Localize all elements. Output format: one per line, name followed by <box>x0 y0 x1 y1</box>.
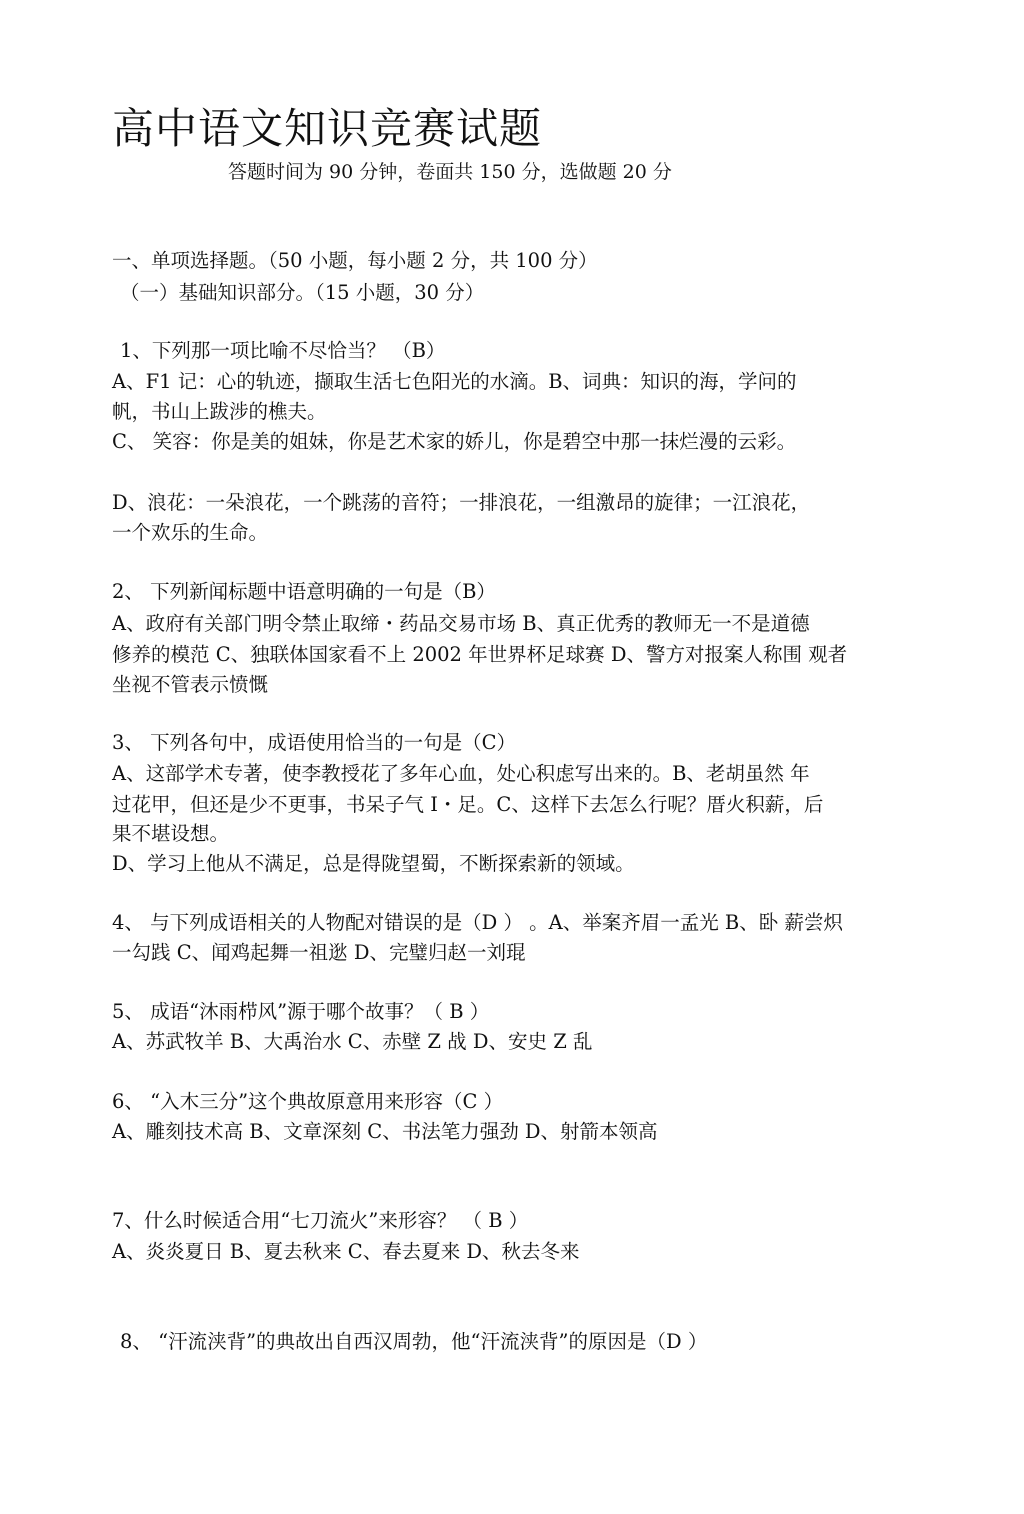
question-3-line: 果不堪设想。 <box>112 822 230 845</box>
question-1-line: 帆，书山上跋涉的樵夫。 <box>112 400 327 423</box>
question-1-line: D、浪花：一朵浪花，一个跳荡的音符；一排浪花，一组激昂的旋律；一江浪花， <box>112 491 811 514</box>
question-3-line: 过花甲，但还是少不更事，书呆子气 I・足。C、这样下去怎么行呢？厝火积薪，后 <box>112 793 824 816</box>
question-2-line: A、政府有关部门明令禁止取缔・药品交易市场 B、真正优秀的教师无一不是道德 <box>112 612 810 635</box>
question-2-line: 坐视不管表示愤慨 <box>112 673 269 696</box>
exam-subtitle: 答题时间为 90 分钟，卷面共 150 分，选做题 20 分 <box>228 161 672 183</box>
question-1-line: A、F1 记：心的轨迹，撷取生活七色阳光的水滴。B、词典：知识的海，学问的 <box>112 370 797 393</box>
exam-title: 高中语文知识竞赛试题 <box>112 104 543 153</box>
question-7-stem: 7、什么时候适合用“七刀流火”来形容？ （ B ） <box>112 1209 529 1232</box>
question-5-options: A、苏武牧羊 B、大禹治水 C、赤壁 Z 战 D、安史 Z 乱 <box>112 1030 593 1053</box>
section-heading: 一、单项选择题。（50 小题，每小题 2 分，共 100 分） <box>112 249 598 272</box>
section-subheading: （一）基础知识部分。（15 小题，30 分） <box>120 281 485 304</box>
question-6-options: A、雕刻技术高 B、文章深刻 C、书法笔力强劲 D、射箭本领高 <box>112 1120 658 1143</box>
question-5-stem: 5、 成语“沐雨栉风”源于哪个故事？（ B ） <box>112 1000 490 1023</box>
question-8-stem: 8、 “汗流浃背”的典故出自西汉周勃，他“汗流浃背”的原因是（D ） <box>120 1330 708 1353</box>
question-3-stem: 3、 下列各句中，成语使用恰当的一句是（C） <box>112 731 517 754</box>
question-2-line: 修养的模范 C、独联体国家看不上 2002 年世界杯足球赛 D、警方对报案人称围 观者 <box>112 643 848 666</box>
question-1-line: 一个欢乐的生命。 <box>112 521 269 544</box>
question-6-stem: 6、 “入木三分”这个典故原意用来形容（C ） <box>112 1090 504 1113</box>
question-4-line: 一勾践 C、闻鸡起舞一祖逖 D、完璧归赵一刘琨 <box>112 941 526 964</box>
question-7-options: A、炎炎夏日 B、夏去秋来 C、春去夏来 D、秋去冬来 <box>112 1240 580 1263</box>
question-4-line: 4、 与下列成语相关的人物配对错误的是（D ） 。A、举案齐眉一孟光 B、卧 薪尝炽 <box>112 911 843 934</box>
question-3-line: A、这部学术专著，使李教授花了多年心血，处心积虑写出来的。B、老胡虽然 年 <box>112 762 810 785</box>
question-3-line: D、学习上他从不满足，总是得陇望蜀，不断探索新的领域。 <box>112 852 635 875</box>
question-1-line: C、 笑容：你是美的姐妹，你是艺术家的娇儿，你是碧空中那一抹烂漫的云彩。 <box>112 430 797 453</box>
question-2-stem: 2、 下列新闻标题中语意明确的一句是（B） <box>112 580 496 603</box>
question-1-stem: 1、下列那一项比喻不尽恰当？ （B） <box>120 339 446 362</box>
